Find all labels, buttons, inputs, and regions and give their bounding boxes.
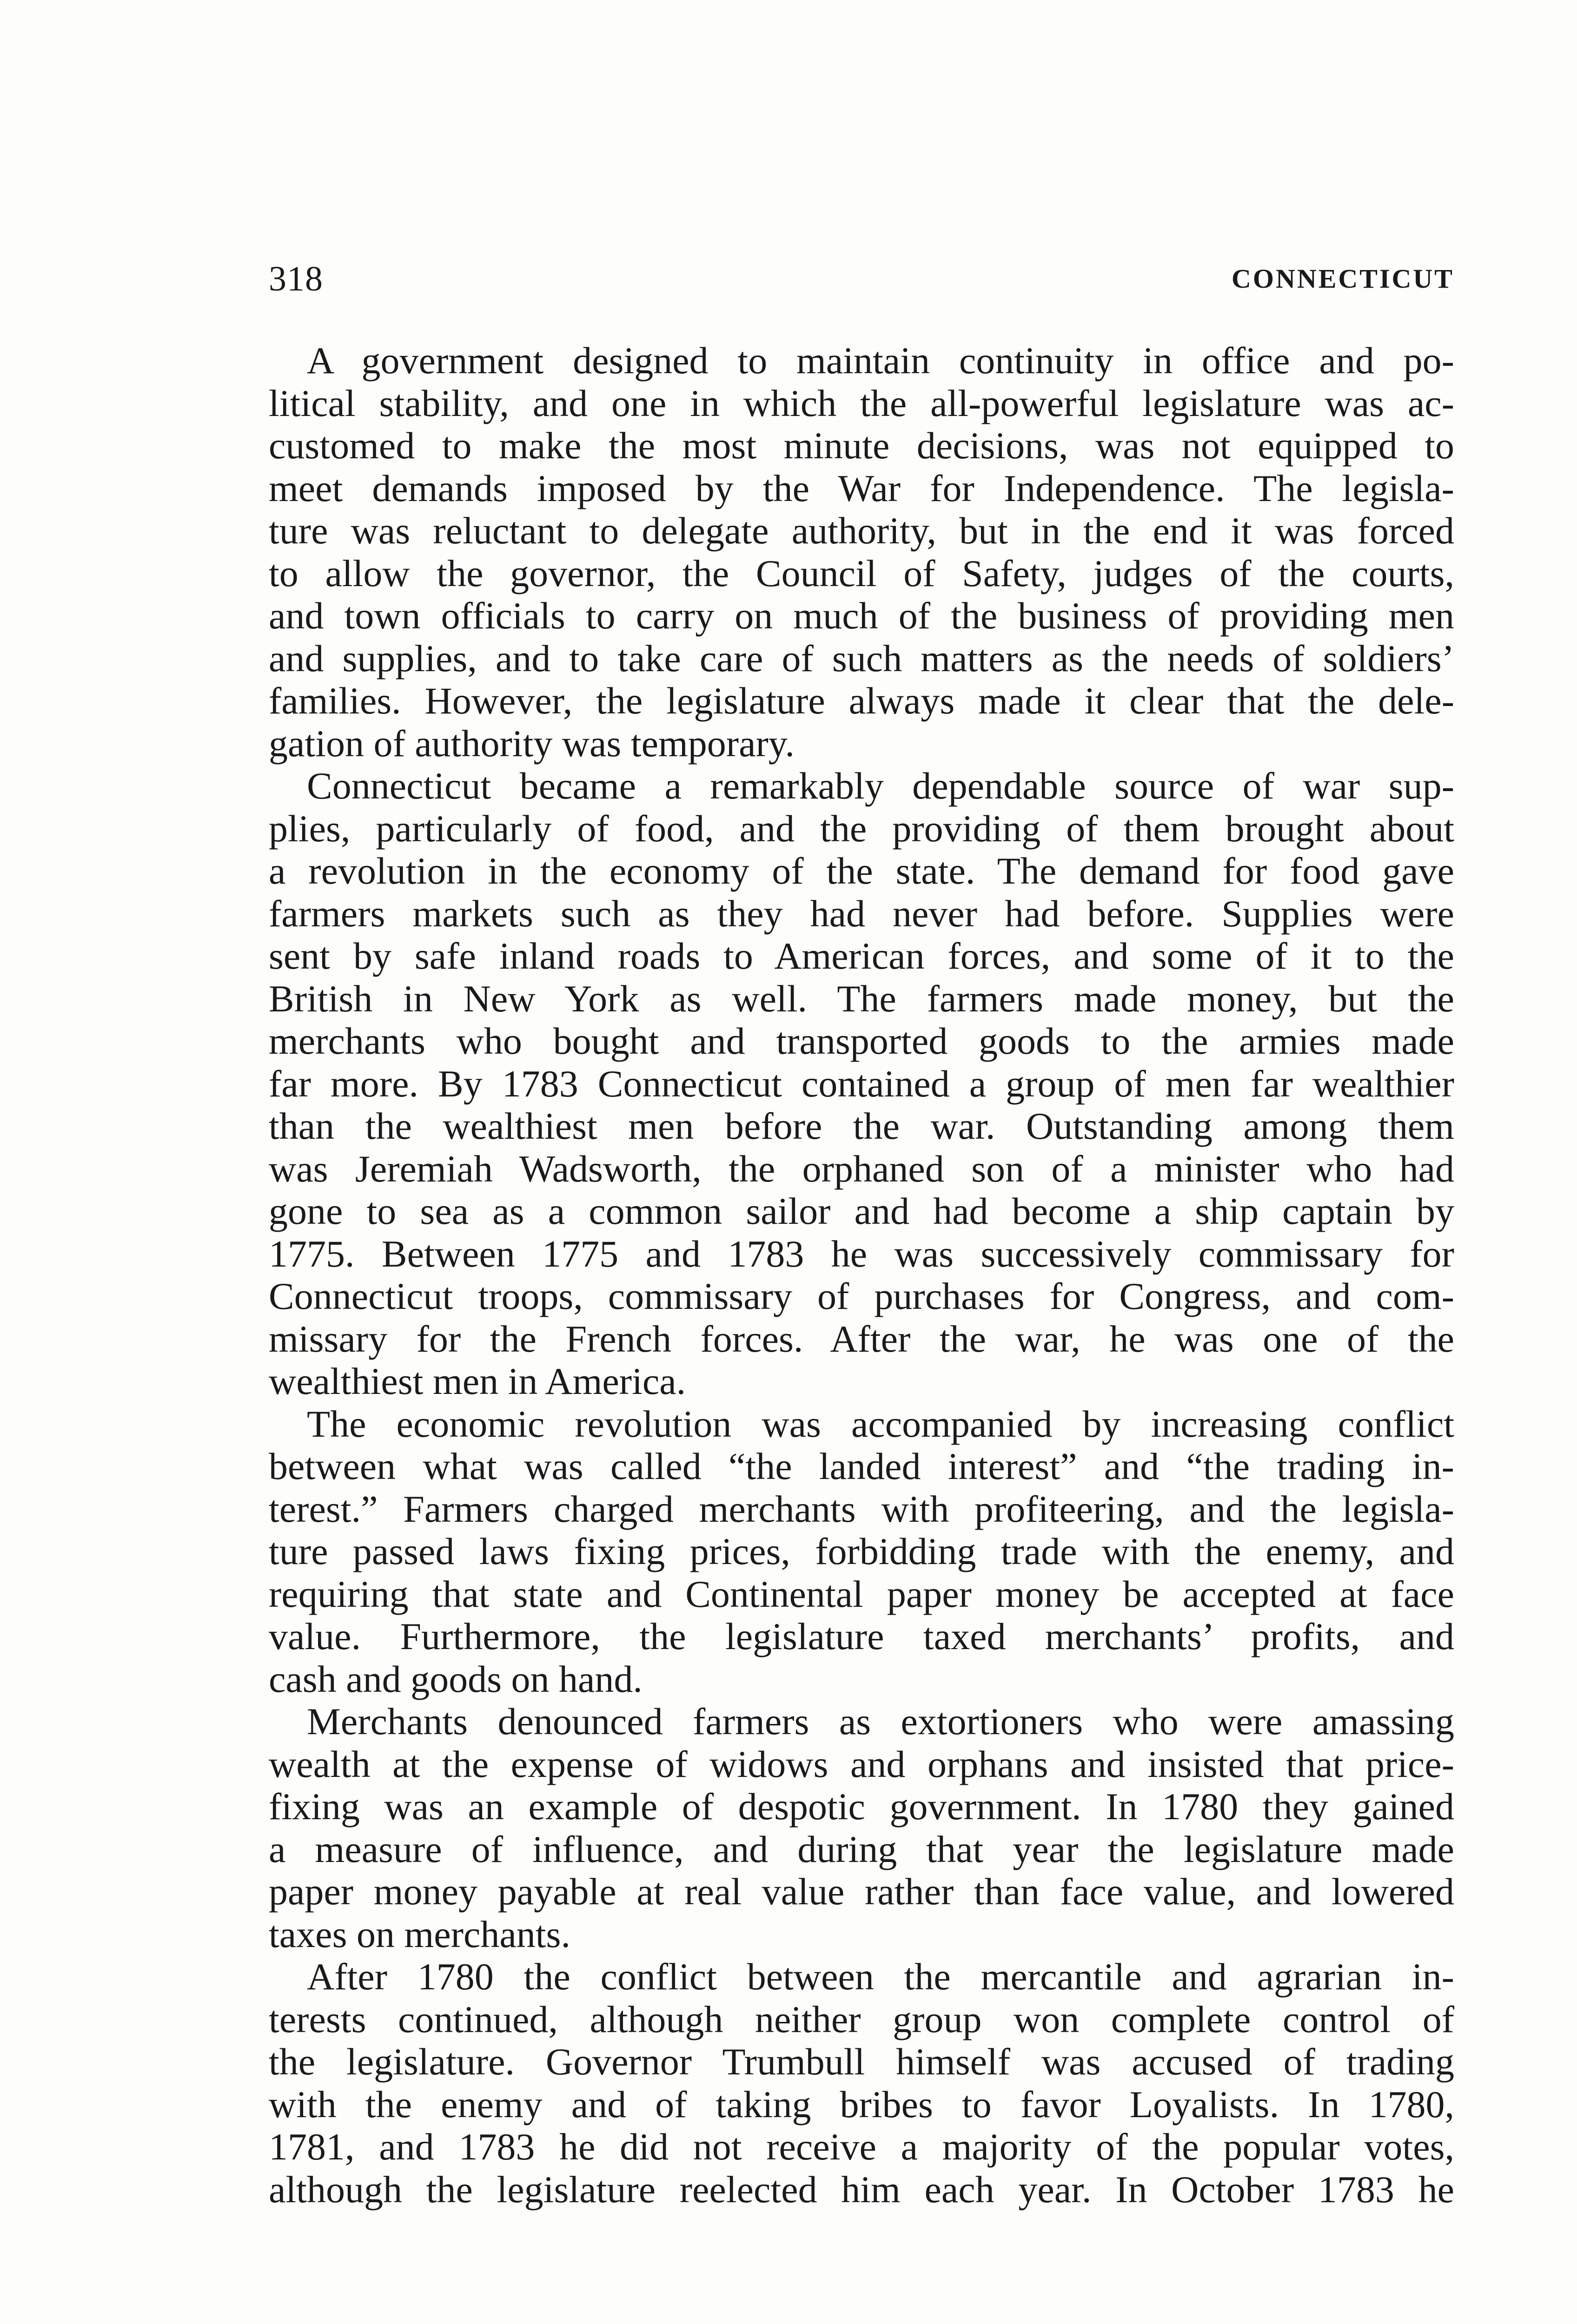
text-line: was Jeremiah Wadsworth, the orphaned son of a minister who had (269, 1147, 1454, 1190)
text-line: families. However, the legislature always made it clear that the dele- (269, 680, 1454, 722)
text-line: fixing was an example of despotic government. In 1780 they gained (269, 1785, 1454, 1828)
text-line: terests continued, although neither group won complete control of (269, 1998, 1454, 2040)
paragraph (269, 339, 1454, 765)
text-line: British in New York as well. The farmers made money, but the (269, 977, 1454, 1020)
running-head (269, 258, 1454, 300)
text-line: taxes on merchants. (269, 1913, 570, 1955)
text-line: wealthiest men in America. (269, 1360, 686, 1402)
paragraph (269, 765, 1454, 1403)
text-line: far more. By 1783 Connecticut contained a group of men far wealthier (269, 1062, 1454, 1105)
text-line: a revolution in the economy of the state. The demand for food gave (269, 850, 1454, 892)
text-line: although the legislature reelected him each year. In October 1783 he (269, 2168, 1454, 2211)
text-line: 1775. Between 1775 and 1783 he was successively commissary for (269, 1232, 1454, 1275)
text-line: a measure of influence, and during that year the legislature made (269, 1828, 1454, 1870)
text-line: Merchants denounced farmers as extortioners who were amassing (307, 1700, 1454, 1743)
text-line: paper money payable at real value rather than face value, and lowered (269, 1870, 1454, 1913)
text-line: and supplies, and to take care of such matters as the needs of soldiers’ (269, 637, 1454, 680)
text-line: meet demands imposed by the War for Independence. The legisla- (269, 467, 1454, 509)
text-line: Connecticut troops, commissary of purchases for Congress, and com- (269, 1275, 1454, 1317)
text-line: The economic revolution was accompanied by increasing conflict (307, 1402, 1454, 1445)
paragraph (269, 1700, 1454, 1955)
text-line: cash and goods on hand. (269, 1657, 643, 1700)
text-line: value. Furthermore, the legislature taxed merchants’ profits, and (269, 1615, 1454, 1657)
text-line: ture passed laws fixing prices, forbidding trade with the enemy, and (269, 1530, 1454, 1572)
text-line: between what was called “the landed interest” and “the trading in- (269, 1445, 1454, 1487)
page-number: 318 (269, 259, 323, 298)
text-line: ture was reluctant to delegate authority, but in the end it was forced (269, 509, 1454, 552)
text-line: Connecticut became a remarkably dependable source of war sup- (307, 765, 1454, 807)
body-text (269, 339, 1454, 2211)
text-line: gation of authority was temporary. (269, 722, 795, 765)
running-title: CONNECTICUT (1231, 264, 1454, 294)
text-line: 1781, and 1783 he did not receive a majority of the popular votes, (269, 2126, 1454, 2168)
text-line: than the wealthiest men before the war. Outstanding among them (269, 1105, 1454, 1147)
text-line: gone to sea as a common sailor and had become a ship captain by (269, 1190, 1454, 1232)
paragraph (269, 1955, 1454, 2211)
text-line: litical stability, and one in which the all-powerful legislature was ac- (269, 382, 1454, 424)
text-line: requiring that state and Continental paper money be accepted at face (269, 1572, 1454, 1615)
text-line: with the enemy and of taking bribes to favor Loyalists. In 1780, (269, 2083, 1454, 2126)
paragraph (269, 1403, 1454, 1701)
text-line: missary for the French forces. After the war, he was one of the (269, 1317, 1454, 1360)
text-line: wealth at the expense of widows and orphans and insisted that price- (269, 1743, 1454, 1785)
text-line: to allow the governor, the Council of Safety, judges of the courts, (269, 552, 1454, 594)
text-line: and town officials to carry on much of the business of providing men (269, 594, 1454, 637)
text-line: plies, particularly of food, and the providing of them brought about (269, 807, 1454, 850)
text-line: sent by safe inland roads to American forces, and some of it to the (269, 935, 1454, 977)
text-line: A government designed to maintain continuity in office and po- (307, 339, 1454, 382)
text-line: merchants who bought and transported goods to the armies made (269, 1020, 1454, 1062)
text-line: customed to make the most minute decisions, was not equipped to (269, 424, 1454, 467)
text-line: the legislature. Governor Trumbull himself was accused of trading (269, 2040, 1454, 2083)
text-line: terest.” Farmers charged merchants with profiteering, and the legisla- (269, 1487, 1454, 1530)
text-line: farmers markets such as they had never had before. Supplies were (269, 892, 1454, 935)
text-line: After 1780 the conflict between the mercantile and agrarian in- (307, 1955, 1454, 1998)
